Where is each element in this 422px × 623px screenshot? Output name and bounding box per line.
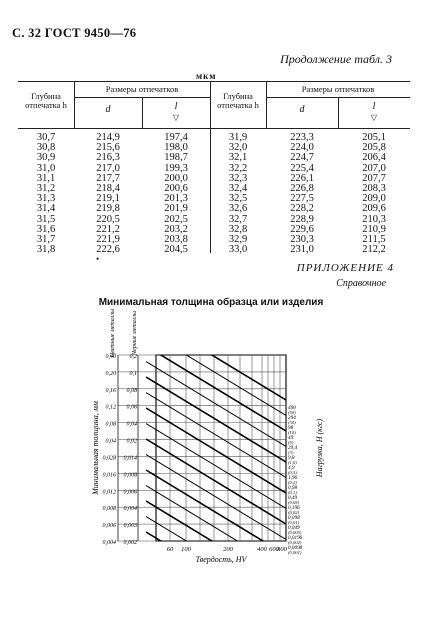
load-line-10 [146,470,286,555]
cell-left-d-0: 214,9 [96,132,120,143]
cell-right-l-1: 205,8 [362,142,386,154]
cell-left-h-2: 30,9 [36,152,56,164]
tick-nonferrous-9: 0,008 [102,506,116,513]
cell-left-l-4: 200,0 [164,172,188,184]
cell-right-h-5: 32,4 [228,183,248,194]
cell-left-h-7: 31,4 [36,203,56,215]
tick-nonferrous-7: 0,016 [102,472,116,479]
cell-right-h-4: 32,3 [228,172,248,184]
cell-left-l-5: 200,6 [164,183,188,194]
load-label-8: 29,4 [288,445,298,451]
tick-nonferrous-10: 0,006 [102,523,116,530]
load-line-4 [146,377,286,462]
cell-left-h-8: 31,5 [36,213,56,225]
cell-right-h-7: 32,6 [228,203,248,215]
cell-left-d-1: 215,6 [96,142,120,154]
load-line-8 [146,439,286,524]
cell-left-l-0: 197,4 [164,132,188,143]
load-label-11: (1,0) [288,460,297,465]
cell-right-l-11: 212,2 [362,244,386,256]
cell-left-h-0: 30,7 [36,132,56,143]
load-label-27: (0,002) [288,540,302,545]
cell-right-d-8: 228,9 [290,213,314,225]
cell-right-l-8: 210,3 [362,213,386,225]
load-label-2: 294 [288,415,296,421]
header-group-left: Размеры отпечатков [105,84,179,94]
cell-right-l-5: 208,3 [362,183,386,194]
cell-right-h-9: 32,8 [228,223,248,235]
cell-left-h-3: 31,0 [36,162,56,174]
tick-nonferrous-8: 0,012 [102,489,116,496]
cell-left-h-11: 31,8 [36,244,56,256]
header-d-left: d [105,104,111,115]
cell-left-l-7: 201,9 [164,203,188,215]
tick-ferrous-8: 0,006 [123,489,137,496]
tick-ferrous-9: 0,004 [123,506,137,513]
cell-right-h-2: 32,1 [228,152,248,164]
cell-left-d-6: 219,1 [96,193,120,205]
tick-ferrous-11: 0,002 [123,540,137,546]
bullet-mark: • [96,254,100,264]
cell-right-d-11: 231,0 [290,244,314,256]
header-l-left: l ▽ [172,101,180,122]
load-label-3: (30) [288,420,296,425]
load-line-1 [146,331,286,416]
cell-right-h-0: 31,9 [228,132,248,143]
cell-right-l-7: 209,6 [362,203,386,215]
tick-ferrous-5: 0,02 [126,438,137,445]
cell-left-d-8: 220,5 [96,213,120,225]
cell-right-d-0: 223,3 [290,132,314,143]
load-label-15: (0,2) [288,480,297,485]
page-header: С. 32 ГОСТ 9450—76 [12,26,137,40]
cell-right-d-6: 227,5 [290,193,314,205]
cell-left-h-1: 30,8 [36,142,56,154]
tick-ferrous-6: 0,014 [123,455,137,462]
tick-ferrous-3: 0,06 [126,404,137,411]
y-axis-label: Минимальная толщина, мм [91,401,100,495]
cell-right-d-10: 230,3 [290,234,314,245]
cell-left-l-9: 203,2 [164,223,188,235]
cell-left-l-2: 198,7 [164,152,188,164]
cell-right-d-5: 226,8 [290,183,314,194]
cell-left-l-10: 203,8 [164,234,188,245]
chart-title: Минимальная толщина образца или изделия [98,297,324,308]
thickness-nomogram [0,305,422,623]
chart-frame [156,355,286,541]
tick-nonferrous-6: 0,028 [102,455,116,462]
tick-ferrous-1: 0,1 [129,370,137,377]
x-tick-0: 60 [166,546,174,553]
x-tick-2: 200 [223,546,233,553]
cell-right-d-4: 226,1 [290,172,314,184]
load-line-6 [146,408,286,493]
cell-right-d-2: 224,7 [290,152,314,164]
table-unit: мкм [196,71,217,81]
load-label-20: 0,196 [288,505,300,511]
tick-nonferrous-3: 0,12 [105,404,116,411]
cell-left-h-6: 31,3 [36,193,56,205]
load-line-2 [146,346,286,431]
cell-left-d-11: 222,6 [96,244,120,256]
load-label-25: (0,005) [288,530,302,535]
load-label-10: 9,8 [288,455,295,461]
load-label-19: (0,05) [288,500,300,505]
cell-left-l-6: 201,3 [164,193,188,205]
cell-right-l-4: 207,7 [362,172,386,184]
cell-left-h-5: 31,2 [36,183,56,194]
tick-ferrous-10: 0,003 [123,523,137,530]
load-label-0: 490 [288,405,296,411]
load-line-5 [146,393,286,478]
cell-right-h-3: 32,2 [228,162,248,174]
tick-ferrous-7: 0,008 [123,472,137,479]
table-continuation: Продолжение табл. 3 [280,52,392,66]
tick-ferrous-0: 0,2 [129,354,137,360]
cell-right-l-10: 211,5 [362,234,386,245]
load-label-14: 1,96 [288,475,298,481]
tick-nonferrous-5: 0,04 [105,438,116,445]
load-label-26: 0,0196 [288,535,303,541]
x-tick-3: 400 [257,546,267,553]
cell-left-l-11: 204,5 [164,244,188,256]
cell-left-d-4: 217,7 [96,172,120,184]
cell-left-h-9: 31,6 [36,223,56,235]
header-depth-left: Глубина отпечатка h [25,91,67,110]
load-line-9 [146,455,286,540]
tick-nonferrous-11: 0,004 [102,540,116,546]
cell-left-d-3: 217,0 [96,162,120,174]
header-d-right: d [299,104,305,115]
tick-ferrous-4: 0,04 [126,421,137,428]
cell-right-d-7: 228,2 [290,203,314,215]
col-label-ferrous: Черные металлы [132,310,138,356]
appendix-title: ПРИЛОЖЕНИЕ 4 [296,262,394,274]
header-depth-right: Глубина отпечатка h [217,91,259,110]
cell-right-h-6: 32,5 [228,193,248,205]
cell-right-l-3: 207,0 [362,162,386,174]
load-label-21: (0,02) [288,510,300,515]
cell-right-l-6: 209,0 [362,193,386,205]
cell-left-h-4: 31,1 [36,172,56,184]
load-label-24: 0,049 [288,525,300,531]
load-label-1: (50) [288,410,296,415]
load-label-18: 0,49 [288,495,298,501]
tick-nonferrous-1: 0,20 [105,370,116,377]
load-label-5: (10) [288,430,296,435]
right-axis-label: Нагрузка, Н (кгс) [315,418,324,478]
load-line-0 [146,315,286,400]
x-tick-5: 800 [277,546,287,553]
cell-left-d-5: 218,4 [96,183,120,194]
load-label-6: 49 [288,435,294,441]
cell-left-d-10: 221,9 [96,234,120,245]
cell-right-d-1: 224,0 [290,142,314,154]
cell-left-l-8: 202,5 [164,213,188,225]
tick-nonferrous-4: 0,08 [105,421,116,428]
cell-right-d-3: 225,4 [290,162,314,174]
cell-right-l-0: 205,1 [362,132,386,143]
header-group-right: Размеры отпечатков [301,84,375,94]
load-line-7 [146,424,286,509]
cell-right-l-9: 210,9 [362,223,386,235]
col-label-nonferrous: Цветные металлы [110,308,116,358]
load-label-12: 4,9 [288,465,295,471]
x-tick-1: 100 [181,546,191,553]
cell-left-d-7: 219,8 [96,203,120,215]
cell-left-d-2: 216,3 [96,152,120,164]
header-l-right: l ▽ [370,101,378,122]
load-label-9: (3) [288,450,294,455]
cell-right-h-8: 32,7 [228,213,248,225]
load-label-28: 0,0098 [288,545,303,551]
load-label-16: 0,98 [288,485,298,491]
cell-left-l-1: 198,0 [164,142,188,154]
load-label-23: (0,01) [288,520,300,525]
load-label-17: (0,1) [288,490,297,495]
tick-nonferrous-0: 0,40 [105,354,116,360]
load-line-3 [146,362,286,447]
load-label-29: (0,001) [288,550,302,555]
cell-right-h-1: 32,0 [228,142,248,154]
load-label-13: (0,5) [288,470,297,475]
load-label-7: (5) [288,440,294,445]
tick-ferrous-2: 0,08 [126,387,137,394]
load-label-22: 0,098 [288,515,300,521]
x-axis-label: Твердость, HV [195,555,247,564]
cell-right-d-9: 229,6 [290,223,314,235]
cell-left-d-9: 221,2 [96,223,120,235]
cell-right-h-11: 33,0 [228,244,248,256]
cell-left-l-3: 199,3 [164,162,188,174]
tick-nonferrous-2: 0,16 [105,387,116,394]
cell-left-h-10: 31,7 [36,234,56,245]
cell-right-h-10: 32,9 [228,234,248,245]
x-tick-4: 600 [269,546,279,553]
load-line-12 [146,501,286,586]
load-label-4: 98 [288,425,294,431]
appendix-ref: Справочное [336,278,386,289]
cell-right-l-2: 206,4 [362,152,386,164]
load-line-14 [146,532,286,617]
